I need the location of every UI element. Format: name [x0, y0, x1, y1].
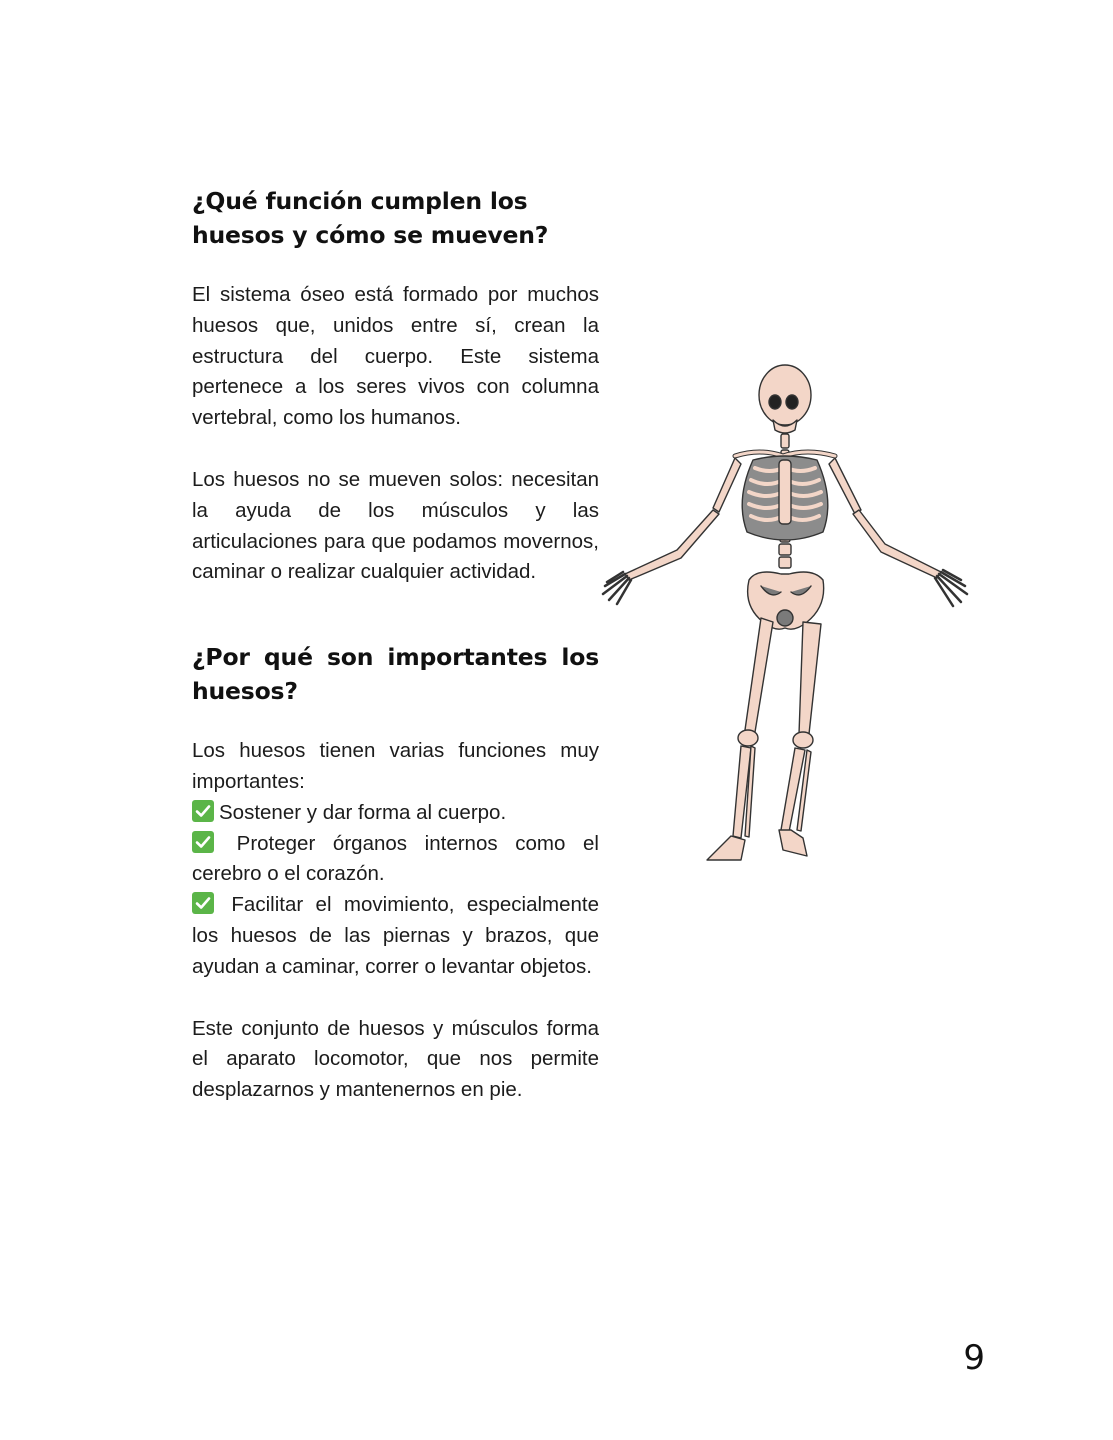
list-item: Sostener y dar forma al cuerpo. [192, 801, 506, 824]
page-number: 9 [963, 1338, 985, 1378]
paragraph-skeletal-system: El sistema óseo está formado por muchos huesos que, unidos entre sí, crean la estructura del cuerpo. Este sistema pertenece a los seres vivos con columna vertebral, como los humanos. [192, 283, 599, 430]
paragraph-bone-movement: Los huesos no se mueven solos: necesitan la ayuda de los músculos y las articulaciones para que podamos movernos, caminar o realizar cualquier actividad. [192, 467, 599, 584]
list-item: Proteger órganos internos como el cerebro o el corazón. [192, 831, 599, 886]
check-mark-icon [192, 800, 214, 822]
text-column [192, 184, 599, 1106]
skeleton-illustration [585, 360, 985, 875]
bone-functions-list [192, 736, 599, 982]
paragraph-locomotor-system: Este conjunto de huesos y músculos forma el aparato locomotor, que nos permite desplazarnos y mantenernos en pie. [192, 1016, 599, 1102]
list-item: Facilitar el movimiento, especialmente los huesos de las piernas y brazos, que ayudan a caminar, correr o levantar objetos. [192, 893, 600, 978]
check-mark-icon [192, 831, 214, 853]
check-mark-icon [192, 892, 214, 914]
section-title-bone-importance: ¿Por qué son importantes los huesos? [192, 643, 599, 706]
section-title-bone-function: ¿Qué función cumplen los huesos y cómo se mueven? [192, 187, 549, 249]
skull [759, 365, 811, 425]
list-intro: Los huesos tienen varias funciones muy importantes: [192, 739, 599, 793]
